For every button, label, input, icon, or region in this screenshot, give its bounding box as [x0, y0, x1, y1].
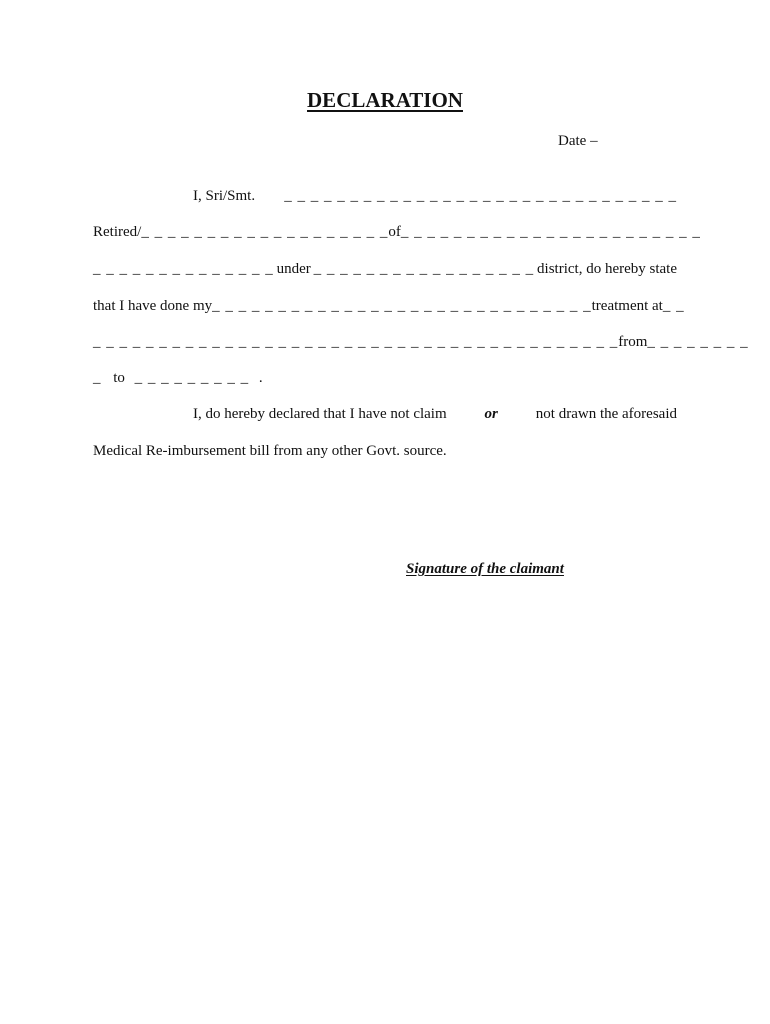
- designation-blank: _ _ _ _ _ _ _ _ _ _ _ _ _ _ _ _ _ _ _: [141, 224, 389, 240]
- signature-label: Signature of the claimant: [406, 561, 564, 577]
- treatment-at-label: treatment at: [591, 298, 663, 314]
- office-continued-blank: _ _ _ _ _ _ _ _ _ _ _ _ _ _: [93, 261, 274, 277]
- period: .: [258, 370, 263, 386]
- hospital-from-line: [93, 332, 749, 352]
- from-date-continued-blank: _: [93, 370, 102, 386]
- declarant-name-prefix: I, Sri/Smt.: [193, 188, 256, 204]
- declarant-name-blank: _ _ _ _ _ _ _ _ _ _ _ _ _ _ _ _ _ _ _ _ _ _ _ _ _ _ _ _ _ _: [284, 188, 677, 204]
- hospital-continued-blank: _ _ _ _ _ _ _ _ _ _ _ _ _ _ _ _ _ _ _ _ _ _ _ _ _ _ _ _ _ _ _ _ _ _ _ _ _ _ _ _: [93, 334, 619, 350]
- declarant-name-line: [193, 186, 677, 206]
- declaration-line: [193, 404, 677, 424]
- treatment-prefix: that I have done my: [93, 298, 213, 314]
- retired-line: [93, 222, 701, 242]
- declaration-emphasis: or: [484, 406, 498, 422]
- from-date-blank: _ _ _ _ _ _ _ _: [647, 334, 749, 350]
- hospital-blank: _ _: [662, 298, 685, 314]
- date-label: Date –: [558, 133, 598, 149]
- retired-prefix: Retired/: [93, 224, 142, 240]
- of-label: of: [388, 224, 401, 240]
- office-blank: _ _ _ _ _ _ _ _ _ _ _ _ _ _ _ _ _ _ _ _ _ _ _: [400, 224, 701, 240]
- declaration-suffix: not drawn the aforesaid: [535, 406, 677, 422]
- declaration-continued-line: Medical Re-imbursement bill from any other Govt. source.: [93, 443, 447, 459]
- treatment-type-blank: _ _ _ _ _ _ _ _ _ _ _ _ _ _ _ _ _ _ _ _ _ _ _ _ _ _ _ _ _: [212, 298, 592, 314]
- district-line: [93, 259, 677, 279]
- under-label: under: [276, 261, 311, 277]
- district-blank: _ _ _ _ _ _ _ _ _ _ _ _ _ _ _ _ _: [313, 261, 535, 277]
- to-line: [93, 368, 263, 388]
- from-label: from: [618, 334, 648, 350]
- declaration-prefix: I, do hereby declared that I have not claim: [193, 406, 447, 422]
- treatment-line: [93, 296, 685, 316]
- to-label: to: [113, 370, 125, 386]
- page-title: DECLARATION: [307, 88, 463, 112]
- to-date-blank: _ _ _ _ _ _ _ _ _: [134, 370, 250, 386]
- district-suffix: district, do hereby state: [537, 261, 677, 277]
